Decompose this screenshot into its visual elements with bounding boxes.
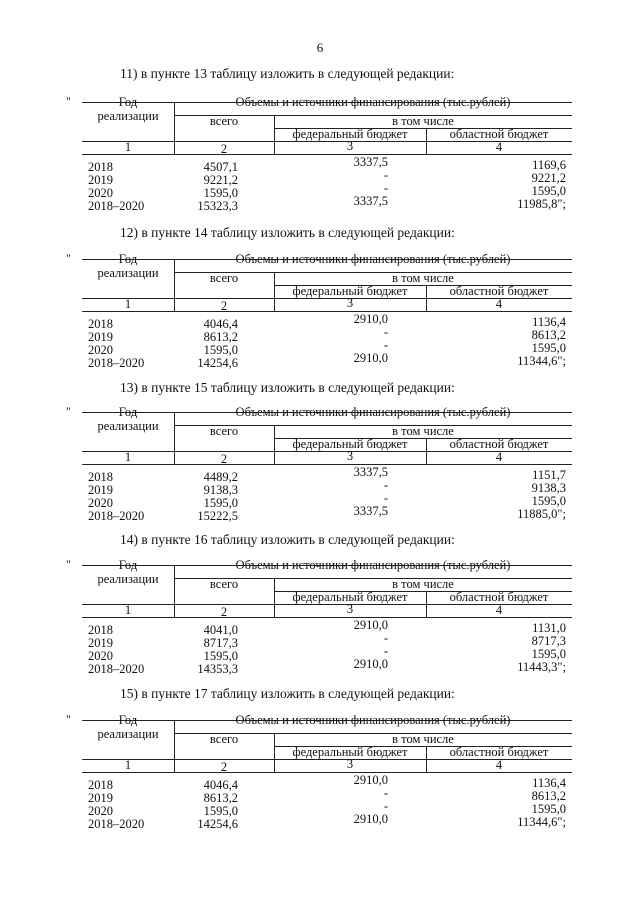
federal-cell: 3337,5 (353, 504, 388, 518)
funding-header: Объемы и источники финансирования (тыс.рублей) (235, 713, 511, 727)
column-number-4: 4 (495, 140, 503, 154)
column-number-2: 2 (220, 760, 228, 774)
federal-cell: 3337,5 (353, 465, 388, 479)
total-cell: 9138,3 (203, 483, 238, 497)
table-row (66, 465, 576, 484)
total-cell: 4489,2 (203, 470, 238, 484)
table-row (66, 351, 576, 370)
year-cell: 2019 (88, 173, 113, 187)
regional-header: областной бюджет (449, 284, 549, 298)
table-row (66, 657, 576, 676)
column-number-1: 1 (124, 140, 132, 154)
year-cell: 2018–2020 (88, 199, 145, 213)
federal-cell: - (383, 631, 388, 645)
column-number-3: 3 (346, 139, 354, 153)
column-number-1: 1 (124, 603, 132, 617)
federal-cell: - (383, 644, 388, 658)
federal-cell: - (383, 478, 388, 492)
regional-cell: 9221,2 (531, 171, 566, 185)
year-cell: 2020 (88, 343, 113, 357)
total-cell: 8613,2 (203, 791, 238, 805)
table-row (66, 812, 576, 831)
column-number-2: 2 (220, 605, 228, 619)
including-header: в том числе (392, 114, 454, 128)
realization-header: реализации (97, 727, 159, 741)
total-header: всего (209, 114, 239, 128)
year-cell: 2020 (88, 496, 113, 510)
financing-table (66, 557, 576, 676)
regional-cell: 1136,4 (532, 315, 566, 329)
regional-cell: 8717,3 (531, 634, 566, 648)
year-header: Год (118, 95, 138, 109)
regional-header: областной бюджет (449, 590, 549, 604)
funding-header: Объемы и источники финансирования (тыс.рублей) (235, 405, 511, 419)
table-row (66, 155, 576, 174)
federal-cell: 3337,5 (353, 194, 388, 208)
regional-header: областной бюджет (449, 745, 549, 759)
total-cell: 9221,2 (203, 173, 238, 187)
column-number-3: 3 (346, 296, 354, 310)
including-header: в том числе (392, 424, 454, 438)
year-header: Год (118, 713, 138, 727)
year-cell: 2018 (88, 317, 113, 331)
realization-header: реализации (97, 109, 159, 123)
federal-cell: 2910,0 (353, 657, 388, 671)
opening-quote: " (66, 251, 71, 265)
federal-cell: 2910,0 (353, 312, 388, 326)
number-rule (82, 311, 572, 312)
regional-cell: 11985,8"; (517, 197, 566, 211)
column-number-2: 2 (220, 299, 228, 313)
column-number-1: 1 (124, 297, 132, 311)
table-row (66, 194, 576, 213)
year-cell: 2018–2020 (88, 509, 145, 523)
realization-header: реализации (97, 572, 159, 586)
federal-cell: - (383, 338, 388, 352)
realization-header: реализации (97, 419, 159, 433)
column-number-4: 4 (495, 603, 503, 617)
regional-cell: 1595,0 (531, 802, 566, 816)
federal-header: федеральный бюджет (292, 127, 408, 141)
page-number: 6 (316, 40, 324, 55)
year-cell: 2020 (88, 804, 113, 818)
year-cell: 2019 (88, 330, 113, 344)
federal-cell: - (383, 181, 388, 195)
year-header: Год (118, 558, 138, 572)
federal-cell: 2910,0 (353, 773, 388, 787)
section-intro: 15) в пункте 17 таблицу изложить в следующей редакции: (120, 686, 455, 701)
including-header: в том числе (392, 271, 454, 285)
federal-cell: - (383, 799, 388, 813)
total-cell: 1595,0 (203, 343, 238, 357)
column-number-4: 4 (495, 297, 503, 311)
total-cell: 4507,1 (203, 160, 238, 174)
regional-cell: 1136,4 (532, 776, 566, 790)
including-header: в том числе (392, 577, 454, 591)
financing-table (66, 404, 576, 523)
regional-cell: 1595,0 (531, 341, 566, 355)
federal-cell: 2910,0 (353, 351, 388, 365)
regional-cell: 1131,0 (532, 621, 566, 635)
regional-cell: 8613,2 (531, 789, 566, 803)
funding-header: Объемы и источники финансирования (тыс.рублей) (235, 252, 511, 266)
regional-cell: 11885,0"; (517, 507, 566, 521)
total-cell: 4046,4 (203, 778, 238, 792)
total-cell: 8717,3 (203, 636, 238, 650)
total-cell: 8613,2 (203, 330, 238, 344)
year-cell: 2018 (88, 470, 113, 484)
regional-cell: 8613,2 (531, 328, 566, 342)
regional-cell: 1595,0 (531, 647, 566, 661)
table-row (66, 773, 576, 792)
federal-cell: 2910,0 (353, 618, 388, 632)
opening-quote: " (66, 557, 71, 571)
table-row (66, 478, 576, 497)
year-cell: 2019 (88, 483, 113, 497)
year-cell: 2018–2020 (88, 356, 145, 370)
column-number-2: 2 (220, 452, 228, 466)
federal-cell: 2910,0 (353, 812, 388, 826)
column-number-4: 4 (495, 758, 503, 772)
table-row (66, 786, 576, 805)
including-header: в том числе (392, 732, 454, 746)
year-cell: 2018–2020 (88, 662, 145, 676)
total-cell: 14254,6 (197, 817, 238, 831)
total-cell: 1595,0 (203, 496, 238, 510)
number-rule (82, 772, 572, 773)
total-cell: 15222,5 (197, 509, 238, 523)
table-row (66, 504, 576, 523)
total-header: всего (209, 424, 239, 438)
section-intro: 13) в пункте 15 таблицу изложить в следующей редакции: (120, 380, 455, 395)
regional-cell: 1169,6 (532, 158, 566, 172)
table-row (66, 168, 576, 187)
year-cell: 2019 (88, 636, 113, 650)
section-intro: 14) в пункте 16 таблицу изложить в следующей редакции: (120, 532, 455, 547)
regional-header: областной бюджет (449, 127, 549, 141)
federal-header: федеральный бюджет (292, 284, 408, 298)
total-header: всего (209, 732, 239, 746)
total-cell: 14254,6 (197, 356, 238, 370)
year-header: Год (118, 252, 138, 266)
federal-header: федеральный бюджет (292, 745, 408, 759)
section-intro: 12) в пункте 14 таблицу изложить в следующей редакции: (120, 225, 455, 240)
column-number-1: 1 (124, 758, 132, 772)
federal-cell: - (383, 786, 388, 800)
regional-cell: 9138,3 (531, 481, 566, 495)
funding-header: Объемы и источники финансирования (тыс.рублей) (235, 95, 511, 109)
table-row (66, 618, 576, 637)
year-cell: 2020 (88, 649, 113, 663)
opening-quote: " (66, 94, 71, 108)
regional-header: областной бюджет (449, 437, 549, 451)
total-cell: 1595,0 (203, 186, 238, 200)
regional-cell: 1151,7 (532, 468, 566, 482)
total-cell: 14353,3 (197, 662, 238, 676)
total-cell: 4041,0 (203, 623, 238, 637)
federal-cell: - (383, 325, 388, 339)
funding-header: Объемы и источники финансирования (тыс.рублей) (235, 558, 511, 572)
total-cell: 1595,0 (203, 649, 238, 663)
federal-header: федеральный бюджет (292, 437, 408, 451)
column-number-3: 3 (346, 602, 354, 616)
section-intro: 11) в пункте 13 таблицу изложить в следующей редакции: (120, 66, 455, 81)
year-cell: 2019 (88, 791, 113, 805)
number-rule (82, 617, 572, 618)
federal-cell: 3337,5 (353, 155, 388, 169)
opening-quote: " (66, 712, 71, 726)
regional-cell: 11443,3"; (517, 660, 566, 674)
federal-cell: - (383, 491, 388, 505)
number-rule (82, 154, 572, 155)
total-header: всего (209, 577, 239, 591)
year-cell: 2018 (88, 778, 113, 792)
year-header: Год (118, 405, 138, 419)
total-cell: 4046,4 (203, 317, 238, 331)
number-rule (82, 464, 572, 465)
column-number-3: 3 (346, 757, 354, 771)
regional-cell: 11344,6"; (517, 354, 566, 368)
total-header: всего (209, 271, 239, 285)
column-number-2: 2 (220, 142, 228, 156)
financing-table (66, 712, 576, 831)
federal-header: федеральный бюджет (292, 590, 408, 604)
table-row (66, 325, 576, 344)
federal-cell: - (383, 168, 388, 182)
column-number-1: 1 (124, 450, 132, 464)
year-cell: 2020 (88, 186, 113, 200)
year-cell: 2018 (88, 623, 113, 637)
regional-cell: 11344,6"; (517, 815, 566, 829)
year-cell: 2018–2020 (88, 817, 145, 831)
opening-quote: " (66, 404, 71, 418)
financing-table (66, 251, 576, 370)
regional-cell: 1595,0 (531, 184, 566, 198)
total-cell: 1595,0 (203, 804, 238, 818)
realization-header: реализации (97, 266, 159, 280)
column-number-3: 3 (346, 449, 354, 463)
year-cell: 2018 (88, 160, 113, 174)
financing-table (66, 94, 576, 213)
column-number-4: 4 (495, 450, 503, 464)
table-row (66, 631, 576, 650)
table-row (66, 312, 576, 331)
regional-cell: 1595,0 (531, 494, 566, 508)
total-cell: 15323,3 (197, 199, 238, 213)
